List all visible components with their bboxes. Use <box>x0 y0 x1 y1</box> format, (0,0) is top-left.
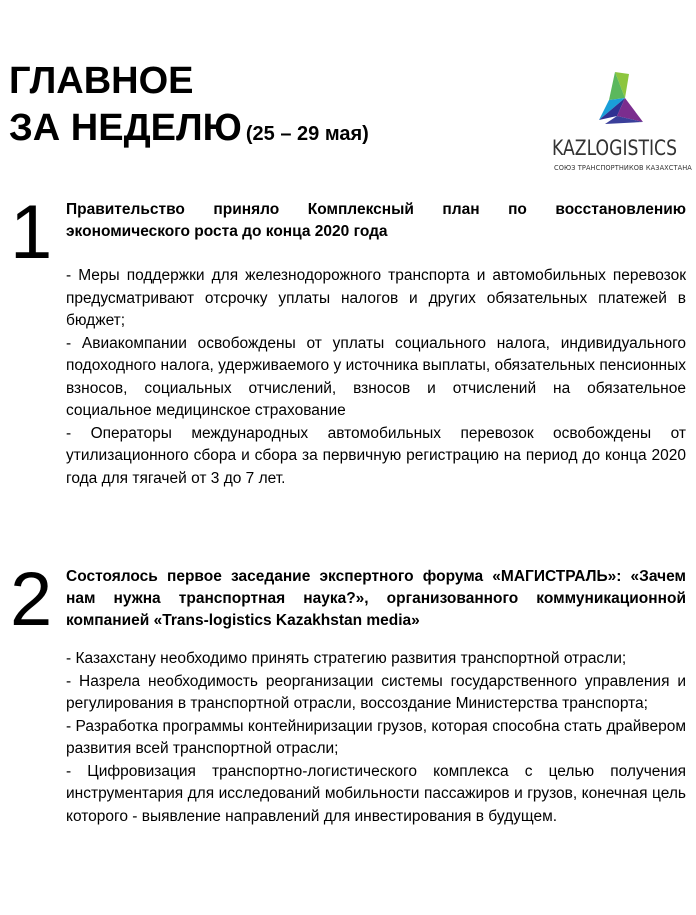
section-headline: Состоялось первое заседание экспертного форума «МАГИСТРАЛЬ»: «Зачем нам нужна транспортная наука?», организованного коммуникационной компанией «Trans-logistics Kazakhstan media» <box>66 568 686 629</box>
list-item: - Авиакомпании освобождены от уплаты социального налога, индивидуального подоходного налога, удерживаемого у источника выплаты, обязательных пенсионных взносов, социальных отчислений, взносов и отчислений на обязательное социальное медицинское страхование <box>66 334 686 419</box>
date-range: (25 – 29 мая) <box>245 123 369 145</box>
section-headline: Правительство приняло Комплексный план по восстановлению экономического роста до конца 2020 года <box>66 201 686 240</box>
title-line-1: ГЛАВНОЕ <box>9 60 194 102</box>
section-body <box>66 265 686 490</box>
title-line-2: ЗА НЕДЕЛЮ <box>9 107 242 149</box>
list-item: - Меры поддержки для железнодорожного транспорта и автомобильных перевозок предусматривают отсрочку уплаты налогов и других обязательных платежей в бюджет; <box>66 267 686 329</box>
kazlogistics-logo <box>550 70 690 180</box>
section-body <box>66 648 686 828</box>
logo-name: KAZLOGISTICS <box>552 136 678 160</box>
logo-triangle-icon <box>595 70 645 126</box>
section-number: 2 <box>10 557 53 642</box>
list-item: - Разработка программы контейниризации грузов, которая способна стать драйвером развития всей транспортной отрасли; <box>66 717 686 757</box>
list-item: - Цифровизация транспортно-логистического комплекса с целью получения инструментария для исследований мобильности пассажиров и грузов, конечная цель которого - выявление направлений для инвестирования в будущем. <box>66 762 686 825</box>
page-title <box>9 58 369 158</box>
list-item: - Назрела необходимость реорганизации системы государственного управления и регулирования в транспортной отрасли, воссоздание Министерства транспорта; <box>66 672 686 712</box>
list-item: - Казахстану необходимо принять стратегию развития транспортной отрасли; <box>66 650 627 667</box>
logo-subtitle: СОЮЗ ТРАНСПОРТНИКОВ КАЗАХСТАНА <box>554 164 692 172</box>
section-number: 1 <box>10 190 53 275</box>
list-item: - Операторы международных автомобильных перевозок освобождены от утилизационного сбора и сбора за первичную регистрацию на период до конца 2020 года для тягачей от 3 до 7 лет. <box>66 424 686 487</box>
